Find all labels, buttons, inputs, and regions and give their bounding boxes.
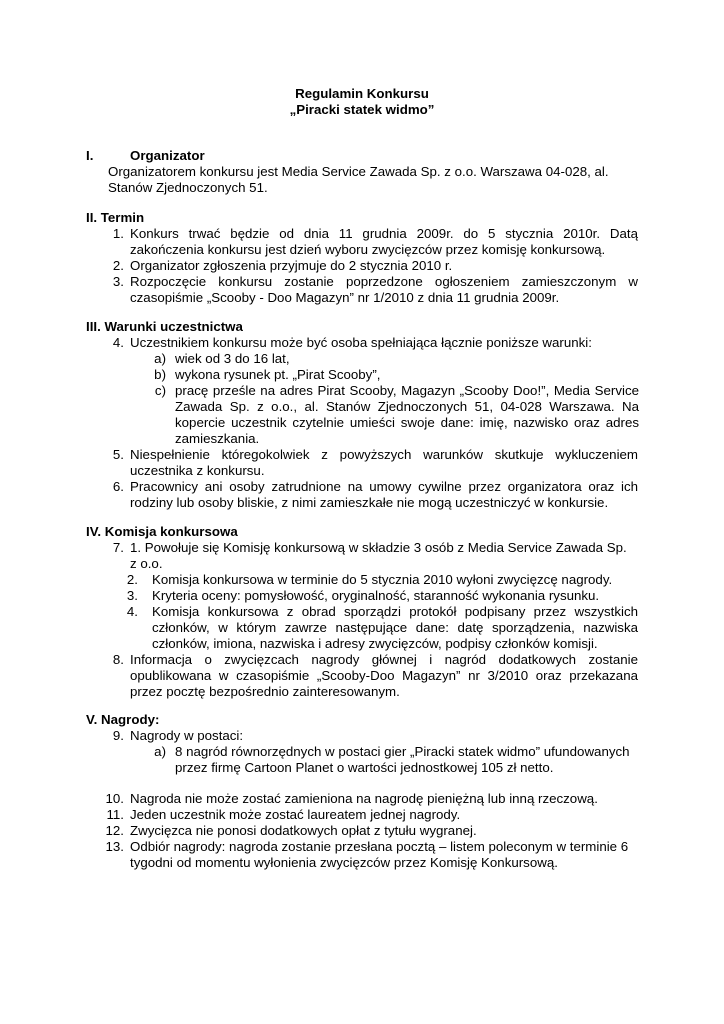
sublist-item-text: członków, imiona, nazwiska i adresy zwycięzców, podpisy członków komisji. (152, 636, 598, 651)
list-item-text: Nagroda nie może zostać zamieniona na nagrodę pieniężną lub inną rzeczową. (130, 791, 598, 806)
list-item-text: tygodni od momentu wyłonienia zwycięzców przez Komisję Konkursową. (130, 855, 558, 870)
sublist-item-text: Zawada Sp. z o.o., al. Stanów Zjednoczonych 51, 04-028 Warszawa. Na (175, 399, 639, 414)
list-item-text: Zwycięzca nie ponosi dodatkowych opłat z tytułu wygranej. (130, 823, 477, 838)
section-5-heading: V. Nagrody: (86, 712, 160, 727)
list-item-text: Informacja o zwycięzcach nagrody głównej i nagród dodatkowych zostanie (130, 652, 638, 667)
list-number: 5. (112, 447, 124, 462)
sublist-item-text: Komisja konkursowa z obrad sporządzi protokół podpisany przez wszystkich (152, 604, 638, 619)
section-1-heading: Organizator (130, 148, 205, 163)
section-1-text: Stanów Zjednoczonych 51. (108, 180, 268, 195)
list-item-text: Nagrody w postaci: (130, 728, 244, 743)
list-number: 11. (106, 807, 124, 822)
list-number: 6. (112, 479, 124, 494)
list-item-text: Konkurs trwać będzie od dnia 11 grudnia 2009r. do 5 stycznia 2010r. Datą (130, 226, 638, 241)
list-item-text: 1. Powołuje się Komisję konkursową w składzie 3 osób z Media Service Zawada Sp. (130, 540, 627, 555)
section-4-heading: IV. Komisja konkursowa (86, 524, 238, 539)
section-1-number: I. (86, 148, 94, 163)
sublist-item-text: 8 nagród równorzędnych w postaci gier „Piracki statek widmo” ufundowanych (175, 744, 630, 759)
list-item-text: Jeden uczestnik może zostać laureatem jednej nagrody. (130, 807, 461, 822)
list-number: 10. (105, 791, 124, 806)
list-item-text: czasopiśmie „Scooby - Doo Magazyn” nr 1/2010 z dnia 11 grudnia 2009r. (130, 290, 560, 305)
list-item-text: zakończenia konkursu jest dzień wyboru zwycięzców przez komisję konkursową. (130, 242, 606, 257)
list-number: 2. (112, 258, 124, 273)
list-item-text: Odbiór nagrody: nagroda zostanie przesłana pocztą – listem poleconym w terminie 6 (130, 839, 629, 854)
section-1-text: Organizatorem konkursu jest Media Service Zawada Sp. z o.o. Warszawa 04-028, al. (108, 164, 609, 179)
sublist-item-text: zamieszkania. (175, 431, 260, 446)
sublist-item-text: wykona rysunek pt. „Pirat Scooby”, (175, 367, 381, 382)
sublist-number: 4. (126, 604, 138, 619)
sublist-letter: c) (154, 383, 166, 398)
sublist-number: 3. (126, 588, 138, 603)
list-number: 13. (105, 839, 124, 854)
list-number: 7. (112, 540, 124, 555)
list-item-text: Uczestnikiem konkursu może być osoba spełniająca łącznie poniższe warunki: (130, 335, 592, 350)
sublist-item-text: członków, w którym zawrze następujące dane: datę sporządzenia, nazwiska (152, 620, 638, 635)
sublist-number: 2. (126, 572, 138, 587)
list-item-text: Rozpoczęcie konkursu zostanie poprzedzone ogłoszeniem zamieszczonym w (130, 274, 638, 289)
list-number: 8. (112, 652, 124, 667)
list-item-text: Organizator zgłoszenia przyjmuje do 2 stycznia 2010 r. (130, 258, 453, 273)
section-3-heading: III. Warunki uczestnictwa (86, 319, 243, 334)
list-item-text: z o.o. (130, 556, 163, 571)
list-number: 4. (112, 335, 124, 350)
sublist-letter: a) (154, 744, 166, 759)
sublist-letter: b) (154, 367, 166, 382)
list-item-text: uczestnika z konkursu. (130, 463, 265, 478)
sublist-item-text: Komisja konkursowa w terminie do 5 stycznia 2010 wyłoni zwycięzcę nagrody. (152, 572, 613, 587)
sublist-item-text: przez firmę Cartoon Planet o wartości jednostkowej 105 zł netto. (175, 760, 554, 775)
sublist-letter: a) (154, 351, 166, 366)
list-number: 3. (112, 274, 124, 289)
sublist-item-text: Kryteria oceny: pomysłowość, oryginalność, staranność wykonania rysunku. (152, 588, 600, 603)
sublist-item-text: kopercie uczestnik czytelnie umieści swoje dane: imię, nazwisko oraz adres (175, 415, 639, 430)
list-item-text: Niespełnienie któregokolwiek z powyższych warunków skutkuje wykluczeniem (130, 447, 638, 462)
list-item-text: Pracownicy ani osoby zatrudnione na umowy cywilne przez organizatora oraz ich (130, 479, 638, 494)
list-number: 1. (112, 226, 124, 241)
list-number: 9. (112, 728, 124, 743)
list-number: 12. (105, 823, 124, 838)
section-2-heading: II. Termin (86, 210, 145, 225)
sublist-item-text: pracę prześle na adres Pirat Scooby, Magazyn „Scooby Doo!”, Media Service (175, 383, 639, 398)
list-item-text: rodziny lub osoby bliskie, z nimi zamieszkałe nie mogą uczestniczyć w konkursie. (130, 495, 609, 510)
document-subtitle: „Piracki statek widmo” (289, 102, 435, 117)
list-item-text: opublikowana w czasopiśmie „Scooby-Doo Magazyn” nr 3/2010 oraz przekazana (130, 668, 638, 683)
sublist-item-text: wiek od 3 do 16 lat, (175, 351, 290, 366)
document-title: Regulamin Konkursu (295, 86, 429, 101)
list-item-text: przez pocztę bezpośrednio zainteresowanym. (130, 684, 400, 699)
